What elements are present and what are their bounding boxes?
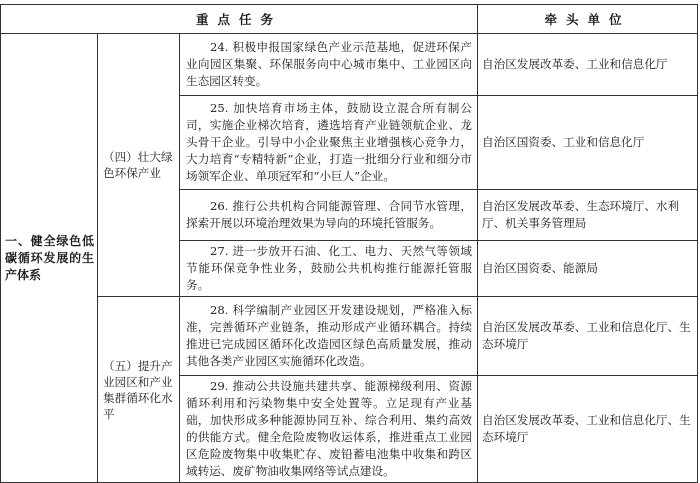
task-cell — [180, 376, 478, 483]
subcategory-cell: （五）提升产业园区和产业集群循环化水平 — [98, 297, 180, 483]
task-cell — [180, 34, 478, 96]
task-text: 24. 积极申报国家绿色产业示范基地，促进环保产业向园区集聚、环保服务向中心城市集中、工业园区向生态园区转变。 — [186, 40, 473, 88]
task-cell — [180, 190, 478, 241]
header-row — [1, 5, 698, 34]
lead-cell: 自治区发展改革委、工业和信息化厅、生态环境厅 — [478, 376, 698, 483]
subcategory-cell: （四）壮大绿色环保产业 — [98, 34, 180, 297]
task-text: 29. 推动公共设施共建共享、能源梯级利用、资源循环利用和污染物集中安全处置等。立足现有产业基础，加快形成多种能源协同互补、综合利用、集约高效的供能方式。健全危险废物收运体系，推进重点工业园区危险废物集中收集贮存、废铅蓄电池集中收集和跨区域转运、废矿物油收集网络等试点建设。 — [186, 379, 473, 478]
lead-cell: 自治区发展改革委、工业和信息化厅 — [478, 34, 698, 96]
task-table — [0, 4, 698, 483]
task-text: 27. 进一步放开石油、化工、电力、天然气等领域节能环保竞争性业务，鼓励公共机构推行能源托管服务。 — [186, 244, 473, 292]
task-cell — [180, 297, 478, 376]
table-row — [1, 34, 698, 96]
task-text: 25. 加快培育市场主体，鼓励设立混合所有制公司，实施企业梯次培育，遴选培育产业链领航企业、龙头骨干企业。引导中小企业聚焦主业增强核心竞争力，大力培育“专精特新”企业，打造一批细分行业和细分市场领军企业、单项冠军和“小巨人”企业。 — [186, 101, 473, 183]
lead-cell: 自治区国资委、工业和信息化厅 — [478, 96, 698, 190]
task-cell — [180, 241, 478, 297]
category-cell: 一、健全绿色低碳循环发展的生产体系 — [1, 34, 98, 483]
lead-cell: 自治区国资委、能源局 — [478, 241, 698, 297]
lead-cell: 自治区发展改革委、生态环境厅、水利厅、机关事务管理局 — [478, 190, 698, 241]
table-row — [1, 297, 698, 376]
lead-cell: 自治区发展改革委、工业和信息化厅、生态环境厅 — [478, 297, 698, 376]
task-text: 28. 科学编制产业园区开发建设规划，严格准入标准，完善循环产业链条，推动形成产业循环耦合。持续推进已完成园区循环化改造园区绿色高质量发展，推动其他各类产业园区实施循环化改造。 — [186, 303, 473, 368]
task-cell — [180, 96, 478, 190]
task-text: 26. 推行公共机构合同能源管理、合同节水管理，探索开展以环境治理效果为导向的环境托管服务。 — [186, 199, 473, 230]
header-lead: 牵头单位 — [478, 5, 698, 34]
header-task: 重点任务 — [1, 5, 478, 34]
